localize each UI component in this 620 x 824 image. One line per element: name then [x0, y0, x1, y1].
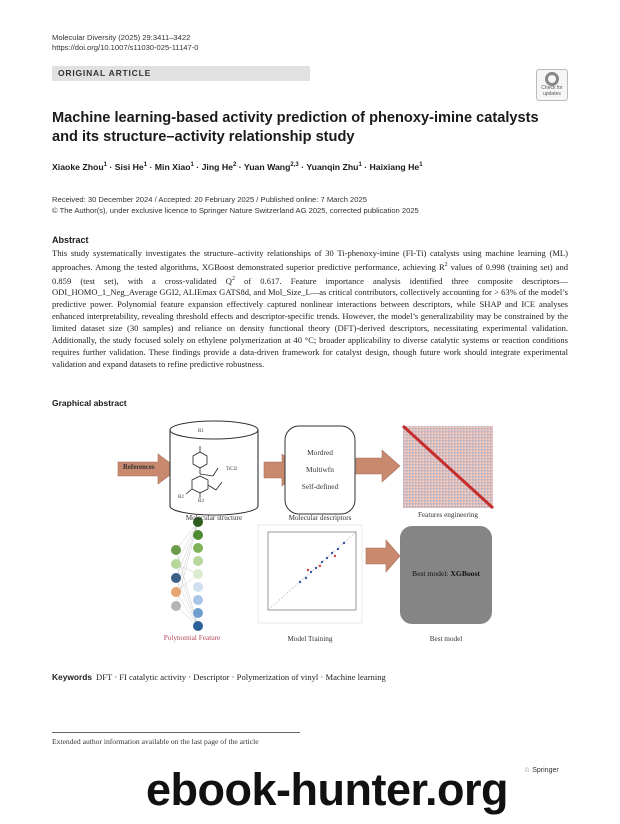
footnote-divider [52, 732, 300, 733]
keywords-line [52, 672, 386, 682]
author-name[interactable]: Xiaoke Zhou [52, 162, 104, 172]
crossmark-label: Check for updates [541, 85, 563, 97]
springer-logo: ♘ Springer [524, 767, 559, 774]
check-for-updates-badge[interactable] [536, 69, 568, 101]
journal-header [52, 33, 199, 53]
abstract-heading: Abstract [52, 235, 89, 245]
molecular-descriptors-caption: Molecular descriptors [288, 514, 352, 522]
polynomial-network [171, 517, 203, 631]
descriptor-item: Multiwfn [306, 465, 334, 474]
molecule-r3-label: R3 [198, 499, 204, 504]
descriptor-item: Mordred [307, 448, 333, 457]
footnote-text: Extended author information available on the last page of the article [52, 737, 259, 746]
molecule-r1-label: R1 [198, 429, 204, 434]
keywords-text: DFT · FI catalytic activity · Descriptor · Polymerization of vinyl · Machine learning [96, 672, 386, 682]
crossmark-icon [545, 72, 559, 86]
author-name[interactable]: Haixiang He [369, 162, 420, 172]
abstract-text: This study systematically investigates the structure–activity relationships of 30 Ti-phenoxy-imine (FI-Ti) catalysts using machine learning (ML) approaches. Among the tested algorithms, XGBoost demonstrated superior predictive performance, achieving $R^2$ values of 0.998 (training set) and 0.859 (test set), with a cross-validated $Q^2$ of 0.617. Feature importance analysis identified three composite descriptors—ODI_HOMO_1_Neg_Average GGI2, ALIEmax GATS8d, and Mol_Size_L—as critical contributors, collectively accounting for > 63% of the model’s predictive power. Polynomial feature expansion effectively captured nonlinear interactions between descriptors, while SHAP and ICE analyses enhanced interpretability, revealing threshold effects and descriptor-specific trends. However, the model’s generalizability may be constrained by the limited dataset size (30 samples) and reliance on density functional theory (DFT)-derived descriptors, necessitating experimental validation. Additionally, the study focused solely on ethylene polymerization at 40 °C; broader applicability to diverse catalytic systems or reaction conditions requires further validation. These findings provide a data-driven framework for catalyst design, though future work should integrate experimental validation and expand datasets to refine predictive robustness. [52, 248, 568, 369]
model-training-caption: Model Training [287, 635, 333, 643]
author-name[interactable]: Min Xiao [154, 162, 191, 172]
descriptor-item: Self-defined [301, 482, 339, 491]
graphical-abstract-heading: Graphical abstract [52, 398, 127, 408]
references-label: References [123, 464, 155, 471]
author-name[interactable]: Jing He [201, 162, 233, 172]
copyright-line: © The Author(s), under exclusive licence to Springer Nature Switzerland AG 2025, corrected publication 2025 [52, 206, 419, 215]
molecular-structure-caption: Molecular structure [185, 514, 243, 522]
keywords-label: Keywords [52, 672, 93, 682]
best-model-caption: Best model [429, 635, 463, 643]
graphical-abstract-figure [100, 410, 520, 660]
features-engineering-caption: Features engineering [417, 511, 479, 519]
cylinder-top [170, 421, 258, 439]
polynomial-feature-caption: Polynomial Feature [163, 634, 221, 642]
cylinder-body [170, 430, 258, 515]
molecule-r2-label: R2 [178, 495, 184, 500]
best-model-name: XGBoost [450, 569, 480, 578]
descriptor-list [285, 444, 355, 495]
arrow-to-features [356, 450, 400, 482]
author-name[interactable]: Sisi He [114, 162, 144, 172]
arrow-to-best-model [366, 540, 400, 572]
author-name[interactable]: Yuanqin Zhu [306, 162, 359, 172]
article-title: Machine learning-based activity prediction of phenoxy-imine catalysts and its structure–activity relationship study [52, 110, 539, 145]
author-name[interactable]: Yuan Wang [243, 162, 291, 172]
springer-horse-icon: ♘ [524, 767, 531, 774]
section-label: ORIGINAL ARTICLE [52, 66, 310, 81]
publication-dates [52, 194, 419, 216]
molecule-ticl2-label: TiCl2 [226, 467, 238, 472]
history-dates: Received: 30 December 2024 / Accepted: 20 February 2025 / Published online: 7 March 2025 [52, 195, 367, 204]
best-model-text: Best model: XGBoost [412, 569, 480, 578]
author-list: Xiaoke Zhou$^1$ · Sisi $He^1$ · Min Xiao$^1$ · Jing $He^2$ · Yuan Wang$^{2,3}$ · Yuanqin Zhu$^1$ · Haixiang He$^1$ [52, 162, 423, 172]
journal-citation: Molecular Diversity (2025) 29:3411–3422 [52, 33, 191, 42]
journal-doi[interactable]: https://doi.org/10.1007/s11030-025-11147-0 [52, 43, 199, 52]
watermark-text: ebook-hunter.org [146, 764, 508, 815]
